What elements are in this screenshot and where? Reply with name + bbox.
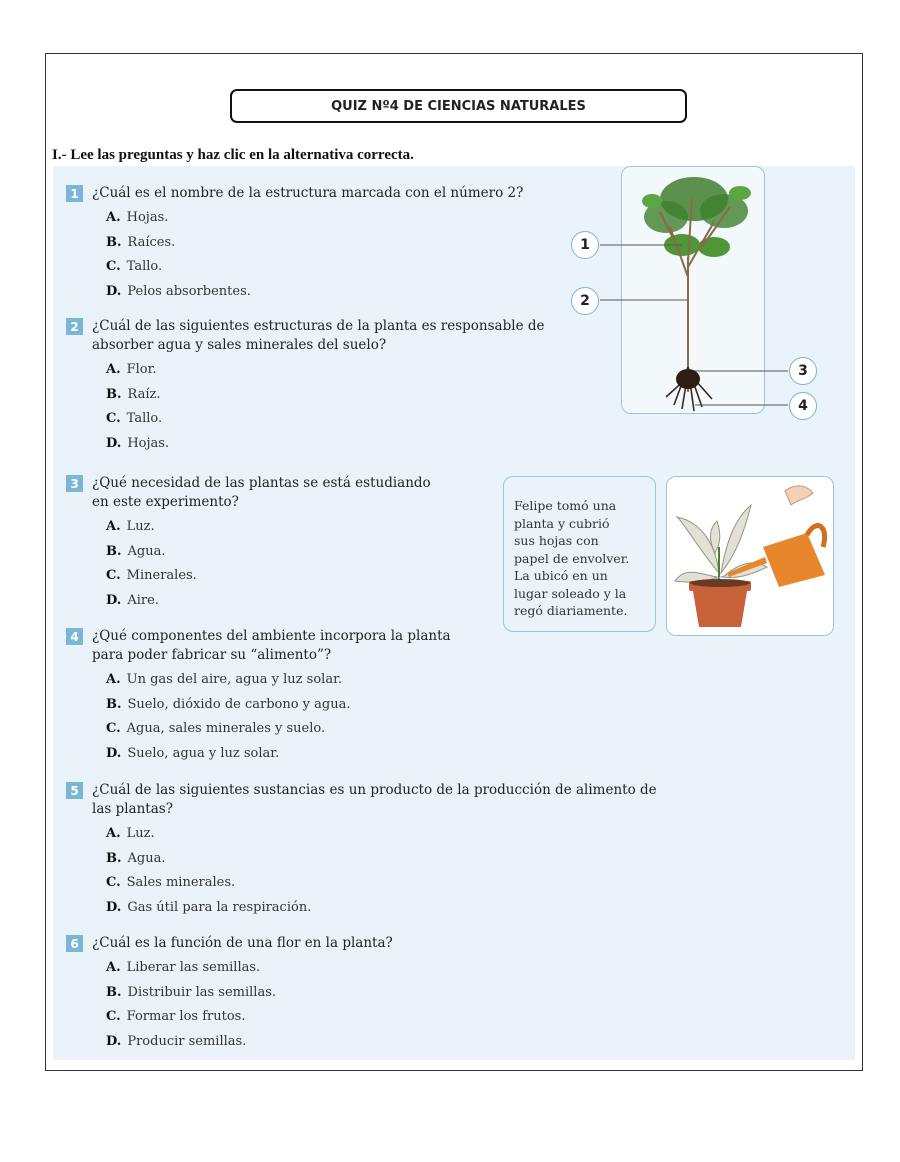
- option-d[interactable]: [66, 1030, 393, 1055]
- wrapped-leaves: [675, 505, 767, 582]
- option-text: Agua.: [127, 543, 166, 559]
- experiment-line: papel de envolver.: [514, 550, 630, 566]
- option-text: Raíz.: [127, 386, 161, 402]
- option-a[interactable]: [66, 668, 451, 693]
- question-number-badge: 4: [66, 628, 83, 645]
- option-letter: B.: [106, 696, 122, 712]
- question-6: [66, 934, 393, 1054]
- option-letter: D.: [106, 592, 122, 608]
- hand-icon: [785, 486, 813, 505]
- option-letter: A.: [106, 519, 121, 534]
- question-number-badge: 1: [66, 185, 83, 202]
- experiment-line: lugar soleado y la: [514, 585, 627, 601]
- option-letter: A.: [106, 826, 121, 841]
- option-c[interactable]: [66, 255, 523, 280]
- option-letter: C.: [106, 1009, 121, 1024]
- option-text: Tallo.: [126, 259, 163, 274]
- option-c[interactable]: [66, 564, 431, 589]
- option-text: Gas útil para la respiración.: [127, 899, 312, 915]
- option-b[interactable]: [66, 383, 544, 408]
- plant-label-4: 4: [789, 392, 817, 420]
- experiment-line: Felipe tomó una: [514, 498, 617, 513]
- option-text: Formar los frutos.: [126, 1009, 246, 1024]
- option-b[interactable]: [66, 693, 451, 718]
- experiment-line: planta y cubrió: [514, 515, 610, 531]
- option-text: Luz.: [126, 826, 155, 841]
- plant-label-2: 2: [571, 287, 599, 315]
- option-letter: D.: [106, 435, 122, 451]
- option-a[interactable]: [66, 358, 544, 383]
- option-text: Suelo, agua y luz solar.: [127, 745, 280, 761]
- option-letter: A.: [106, 672, 121, 687]
- quiz-title-text: QUIZ Nº4 DE CIENCIAS NATURALES: [331, 98, 586, 114]
- plant-label-1: 1: [571, 231, 599, 259]
- question-text-line-1: ¿Qué necesidad de las plantas se está estudiando: [92, 475, 431, 491]
- question-3: [66, 474, 431, 613]
- option-letter: A.: [106, 210, 121, 225]
- experiment-description: [503, 476, 656, 632]
- option-text: Aire.: [127, 592, 159, 608]
- option-letter: C.: [106, 875, 121, 890]
- option-letter: D.: [106, 283, 122, 299]
- option-c[interactable]: [66, 871, 657, 896]
- option-c[interactable]: [66, 407, 544, 432]
- option-d[interactable]: [66, 896, 657, 921]
- plant-label-3: 3: [789, 357, 817, 385]
- option-letter: D.: [106, 745, 122, 761]
- question-text-line-1: ¿Cuál de las siguientes sustancias es un producto de la producción de alimento de: [92, 782, 657, 798]
- option-a[interactable]: [66, 206, 523, 231]
- option-letter: C.: [106, 568, 121, 583]
- option-text: Tallo.: [126, 411, 163, 426]
- experiment-line: sus hojas con: [514, 533, 599, 548]
- experiment-line: regó diariamente.: [514, 603, 628, 618]
- option-text: Minerales.: [126, 568, 197, 583]
- question-number-badge: 6: [66, 935, 83, 952]
- option-text: Distribuir las semillas.: [127, 984, 276, 1000]
- question-text: ¿Cuál es el nombre de la estructura marcada con el número 2?: [92, 185, 524, 201]
- option-d[interactable]: [66, 280, 523, 305]
- option-c[interactable]: [66, 717, 451, 742]
- instruction-text: I.- Lee las preguntas y haz clic en la alternativa correcta.: [52, 147, 414, 163]
- question-text-line-2: absorber agua y sales minerales del suelo?: [92, 337, 387, 353]
- option-d[interactable]: [66, 589, 431, 614]
- option-text: Hojas.: [127, 435, 170, 451]
- option-text: Raíces.: [127, 234, 176, 250]
- option-letter: B.: [106, 850, 122, 866]
- option-letter: B.: [106, 234, 122, 250]
- option-text: Agua, sales minerales y suelo.: [126, 721, 326, 736]
- option-text: Producir semillas.: [127, 1033, 247, 1049]
- question-number-badge: 3: [66, 475, 83, 492]
- option-text: Luz.: [126, 519, 155, 534]
- option-a[interactable]: [66, 822, 657, 847]
- option-text: Pelos absorbentes.: [127, 283, 251, 299]
- option-letter: B.: [106, 543, 122, 559]
- option-text: Hojas.: [126, 210, 169, 225]
- option-letter: C.: [106, 411, 121, 426]
- option-c[interactable]: [66, 1005, 393, 1030]
- option-b[interactable]: [66, 847, 657, 872]
- question-text-line-2: para poder fabricar su “alimento”?: [92, 647, 332, 663]
- label-leader-lines: [560, 230, 830, 420]
- option-letter: D.: [106, 1033, 122, 1049]
- question-text-line-2: en este experimento?: [92, 494, 239, 510]
- option-text: Un gas del aire, agua y luz solar.: [126, 672, 342, 687]
- option-letter: A.: [106, 362, 121, 377]
- option-d[interactable]: [66, 432, 544, 457]
- question-number-badge: 5: [66, 782, 83, 799]
- option-b[interactable]: [66, 540, 431, 565]
- option-text: Agua.: [127, 850, 166, 866]
- option-letter: D.: [106, 899, 122, 915]
- question-2: [66, 317, 544, 456]
- question-text: ¿Cuál es la función de una flor en la planta?: [92, 935, 393, 951]
- option-letter: C.: [106, 721, 121, 736]
- option-letter: A.: [106, 960, 121, 975]
- question-text-line-1: ¿Cuál de las siguientes estructuras de la planta es responsable de: [92, 318, 545, 334]
- question-text-line-1: ¿Qué componentes del ambiente incorpora la planta: [92, 628, 451, 644]
- quiz-title: [230, 89, 687, 123]
- experiment-line: La ubicó en un: [514, 568, 608, 583]
- option-letter: B.: [106, 386, 122, 402]
- option-a[interactable]: [66, 956, 393, 981]
- question-4: [66, 627, 451, 766]
- flower-pot: [689, 579, 751, 627]
- option-letter: C.: [106, 259, 121, 274]
- question-number-badge: 2: [66, 318, 83, 335]
- option-text: Sales minerales.: [126, 875, 236, 890]
- option-letter: B.: [106, 984, 122, 1000]
- option-b[interactable]: [66, 981, 393, 1006]
- option-a[interactable]: [66, 515, 431, 540]
- question-text-line-2: las plantas?: [92, 801, 173, 817]
- potted-plant-watering-illustration: [667, 477, 835, 637]
- option-b[interactable]: [66, 231, 523, 256]
- option-d[interactable]: [66, 742, 451, 767]
- experiment-illustration-box: [666, 476, 834, 636]
- option-text: Flor.: [126, 362, 157, 377]
- option-text: Liberar las semillas.: [126, 960, 261, 975]
- question-5: [66, 781, 657, 920]
- question-1: [66, 184, 523, 304]
- option-text: Suelo, dióxido de carbono y agua.: [127, 696, 351, 712]
